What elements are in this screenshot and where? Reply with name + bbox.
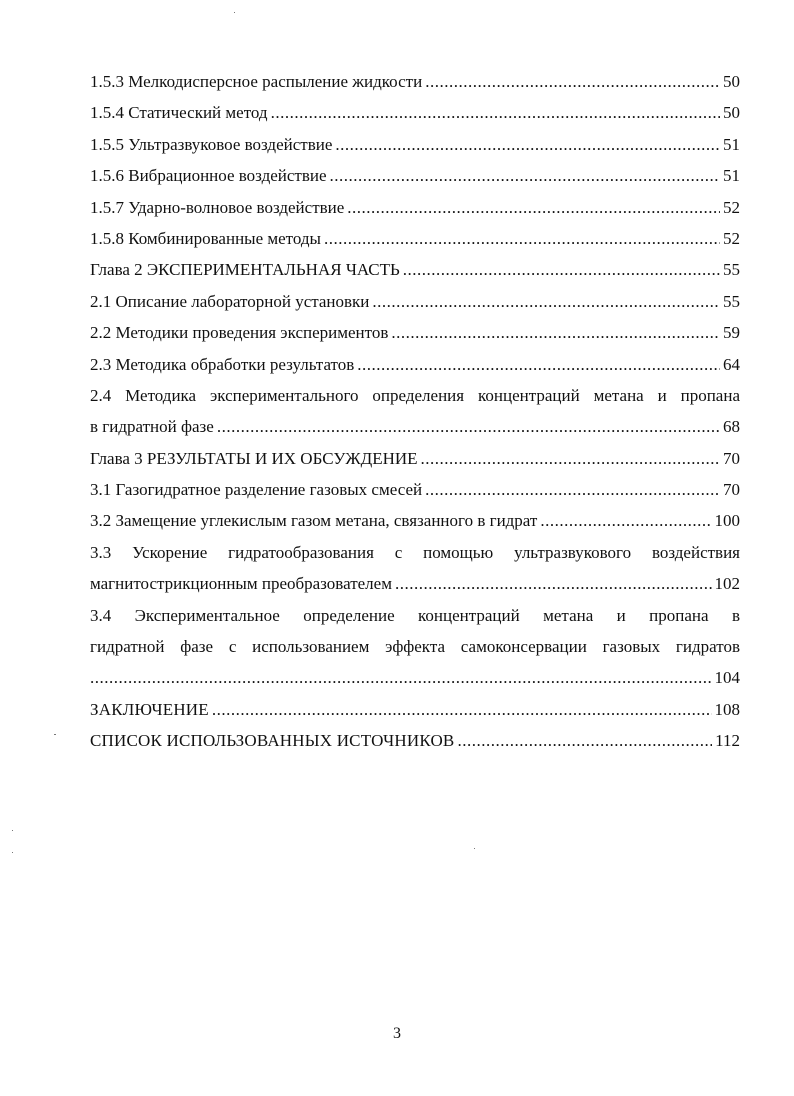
toc-entry-row (90, 97, 740, 128)
page-number: 3 (393, 1025, 401, 1042)
toc-entry-page: 104 (714, 668, 740, 688)
scan-speck (474, 848, 475, 849)
toc-entry-title: 1.5.6 Вибрационное воздействие (90, 166, 327, 186)
toc-entry-title: 1.5.4 Статический метод (90, 103, 268, 123)
toc-entry (90, 443, 740, 474)
toc-entry-line: 3.4 Экспериментальное определение концентраций метана и пропана в (90, 605, 740, 625)
toc-entry-title: 3.2 Замещение углекислым газом метана, связанного в гидрат (90, 511, 538, 531)
toc-entry-title: 1.5.5 Ультразвуковое воздействие (90, 134, 333, 154)
toc-entry-line: 3.3 Ускорение гидратообразования с помощью ультразвукового воздействия (90, 542, 740, 562)
toc-entry (90, 474, 740, 505)
toc-entry (90, 317, 740, 348)
toc-entry-page: 70 (723, 448, 740, 468)
toc-entry-title: СПИСОК ИСПОЛЬЗОВАННЫХ ИСТОЧНИКОВ (90, 731, 455, 751)
toc-entry-row (90, 474, 740, 505)
toc-entry-page: 64 (723, 354, 740, 374)
toc-entry (90, 254, 740, 285)
toc-entry-page: 55 (723, 260, 740, 280)
scan-speck (12, 830, 13, 831)
dot-leader (335, 129, 720, 160)
toc-entry-line: гидратной фазе с использованием эффекта самоконсервации газовых гидратов (90, 637, 740, 657)
toc-entry-row (90, 505, 740, 536)
toc-entry-row (90, 160, 740, 191)
toc-entry-page: 108 (714, 699, 740, 719)
dot-leader (324, 223, 720, 254)
toc-entry (90, 694, 740, 725)
toc-entry-title: 2.1 Описание лабораторной установки (90, 291, 370, 311)
toc-entry (90, 286, 740, 317)
toc-entry-page: 50 (723, 103, 740, 123)
dot-leader (391, 317, 720, 348)
toc-entry-page: 112 (715, 731, 740, 751)
toc-entry-row (90, 286, 740, 317)
toc-entry-title: 2.2 Методики проведения экспериментов (90, 323, 389, 343)
toc-entry-page: 68 (723, 417, 740, 437)
toc-entry-page: 50 (723, 72, 740, 91)
dot-leader (403, 254, 720, 285)
toc-entry-row (90, 129, 740, 160)
toc-entry (90, 349, 740, 380)
toc-entry-row (90, 317, 740, 348)
toc-entry-page: 59 (723, 323, 740, 343)
toc-entry-title: 1.5.3 Мелкодисперсное распыление жидкости (90, 72, 423, 91)
toc-entry-page: 52 (723, 228, 740, 248)
scan-speck (54, 734, 56, 735)
toc-entry (90, 160, 740, 191)
toc-entry-title: ЗАКЛЮЧЕНИЕ (90, 699, 209, 719)
dot-leader (395, 568, 712, 599)
dot-leader (217, 411, 720, 442)
toc-entry-row (90, 349, 740, 380)
toc-entry-title: Глава 2 ЭКСПЕРИМЕНТАЛЬНАЯ ЧАСТЬ (90, 260, 400, 280)
dot-leader (540, 505, 711, 536)
dot-leader (90, 662, 712, 693)
toc-entry-row (90, 192, 740, 223)
toc-entry-row (90, 411, 740, 442)
toc-entry-title: Глава 3 РЕЗУЛЬТАТЫ И ИХ ОБСУЖДЕНИЕ (90, 448, 418, 468)
toc-entry-title: 3.1 Газогидратное разделение газовых смесей (90, 480, 423, 500)
toc-entry-page: 52 (723, 197, 740, 217)
dot-leader (457, 725, 712, 756)
dot-leader (330, 160, 720, 191)
dot-leader (425, 474, 720, 505)
toc-entry-row (90, 223, 740, 254)
dot-leader (372, 286, 720, 317)
toc-entry (90, 192, 740, 223)
toc-entry-row (90, 662, 740, 693)
toc-entry (90, 223, 740, 254)
toc-entry (90, 537, 740, 600)
toc-entry-row (90, 66, 740, 97)
dot-leader (421, 443, 720, 474)
table-of-contents (90, 66, 740, 757)
toc-entry (90, 505, 740, 536)
toc-entry-page: 55 (723, 291, 740, 311)
dot-leader (347, 192, 720, 223)
toc-entry-row (90, 443, 740, 474)
dot-leader (212, 694, 712, 725)
scan-speck (12, 852, 13, 853)
toc-entry (90, 725, 740, 756)
toc-entry-title: 2.3 Методика обработки результатов (90, 354, 355, 374)
toc-entry-row (90, 254, 740, 285)
toc-entry-page: 51 (723, 134, 740, 154)
toc-entry (90, 600, 740, 694)
toc-entry-page: 51 (723, 166, 740, 186)
toc-entry (90, 66, 740, 97)
toc-entry-title: 1.5.8 Комбинированные методы (90, 228, 321, 248)
toc-entry-title: магнитострикционным преобразователем (90, 574, 392, 594)
toc-entry-row (90, 694, 740, 725)
toc-entry-page: 100 (714, 511, 740, 531)
toc-entry-title: в гидратной фазе (90, 417, 214, 437)
toc-entry-page: 70 (723, 480, 740, 500)
dot-leader (271, 97, 720, 128)
toc-entry (90, 380, 740, 443)
toc-entry-page: 102 (714, 574, 740, 594)
toc-entry-row (90, 725, 740, 756)
toc-entry-row (90, 568, 740, 599)
toc-entry-title: 1.5.7 Ударно-волновое воздействие (90, 197, 345, 217)
toc-entry (90, 97, 740, 128)
toc-entry (90, 129, 740, 160)
toc-entry-line: 2.4 Методика экспериментального определения концентраций метана и пропана (90, 385, 740, 405)
dot-leader (425, 66, 720, 97)
dot-leader (357, 349, 720, 380)
scan-speck (234, 12, 235, 13)
